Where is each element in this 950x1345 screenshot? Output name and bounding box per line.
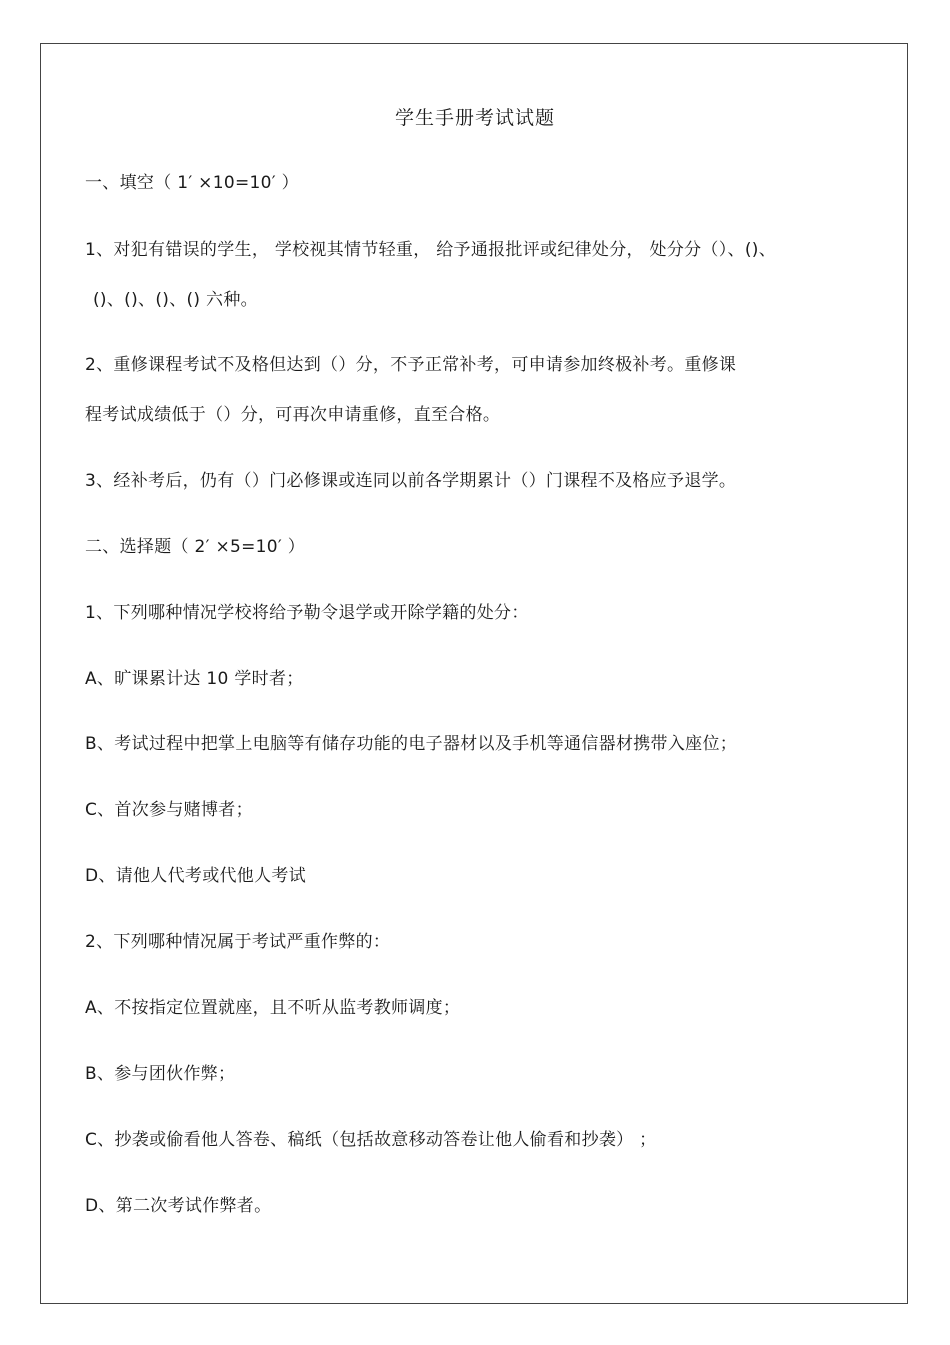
choice-question-1-option-a: A、旷课累计达 10 学时者； bbox=[85, 669, 304, 689]
choice-question-1-option-d: D、请他人代考或代他人考试 bbox=[85, 866, 306, 886]
section-2-heading: 二、选择题（ 2′ ×5=10′ ） bbox=[85, 537, 306, 557]
choice-question-1-option-b: B、考试过程中把掌上电脑等有储存功能的电子器材以及手机等通信器材携带入座位； bbox=[85, 734, 738, 754]
choice-question-1: 1、下列哪种情况学校将给予勒令退学或开除学籍的处分： bbox=[85, 603, 529, 623]
fill-question-2-line-1: 2、重修课程考试不及格但达到（）分，不予正常补考，可申请参加终极补考。重修课 bbox=[85, 355, 737, 375]
fill-question-3: 3、经补考后，仍有（）门必修课或连同以前各学期累计（）门课程不及格应予退学。 bbox=[85, 471, 737, 491]
choice-question-2: 2、下列哪种情况属于考试严重作弊的： bbox=[85, 932, 391, 952]
choice-question-2-option-b: B、参与团伙作弊； bbox=[85, 1064, 236, 1084]
fill-question-1-line-1: 1、对犯有错误的学生， 学校视其情节轻重， 给予通报批评或纪律处分， 处分分（）、()、 bbox=[85, 240, 776, 260]
choice-question-1-option-c: C、首次参与赌博者； bbox=[85, 800, 253, 820]
choice-question-2-option-c: C、抄袭或偷看他人答卷、稿纸（包括故意移动答卷让他人偷看和抄袭） ； bbox=[85, 1130, 657, 1150]
choice-question-2-option-d: D、第二次考试作弊者。 bbox=[85, 1196, 272, 1216]
document-title: 学生手册考试试题 bbox=[394, 107, 555, 129]
fill-question-1-line-2: ()、()、()、() 六种。 bbox=[93, 290, 258, 310]
fill-question-2-line-2: 程考试成绩低于（）分，可再次申请重修，直至合格。 bbox=[85, 405, 501, 425]
choice-question-2-option-a: A、不按指定位置就座，且不听从监考教师调度； bbox=[85, 998, 461, 1018]
section-1-heading: 一、填空（ 1′ ×10=10′ ） bbox=[85, 173, 299, 193]
